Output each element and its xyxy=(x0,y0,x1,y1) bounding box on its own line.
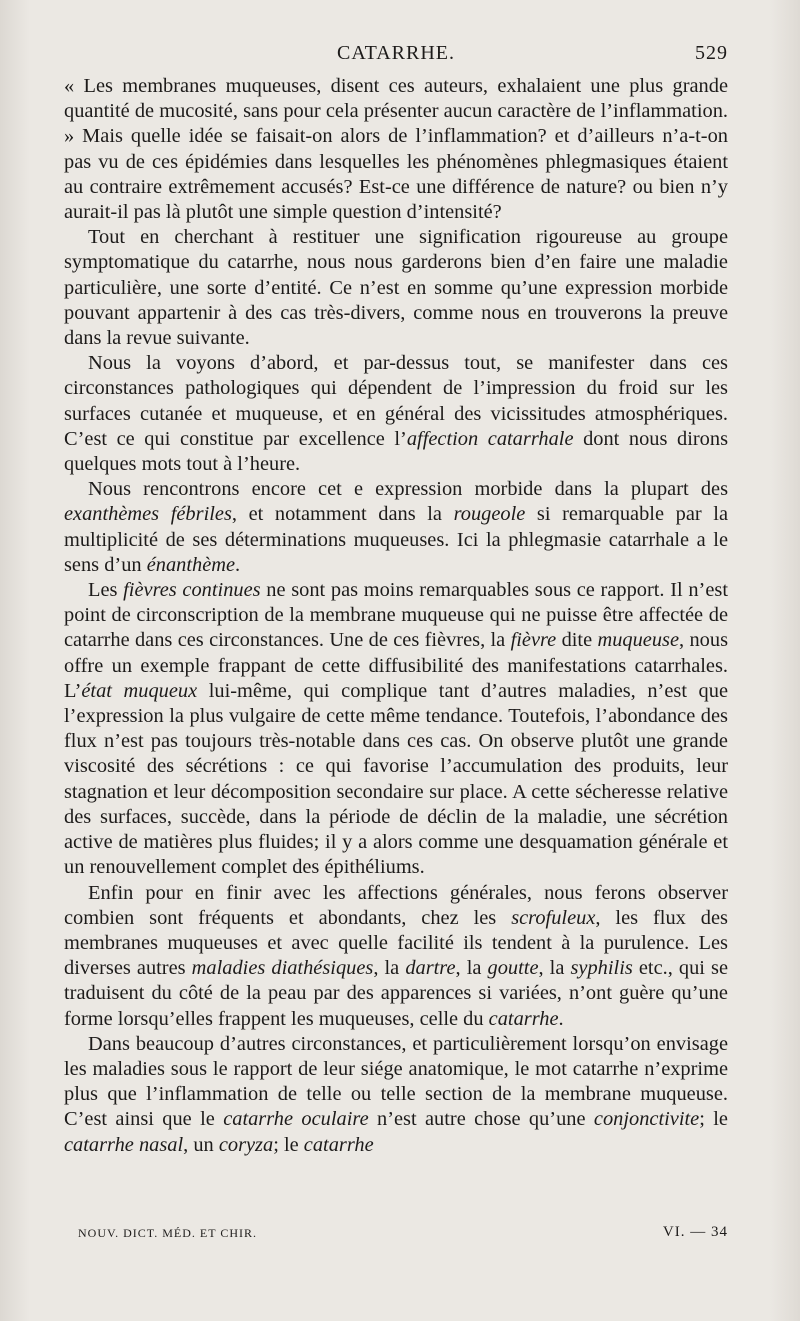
text-run: . xyxy=(235,553,241,576)
text-run: si remarquable par la multiplicité de ses déterminations muqueuses. Ici la phlegmasie catarrhale a le sens d’un xyxy=(64,503,728,576)
italic-term: fièvre xyxy=(510,629,557,652)
italic-term: conjonctivite xyxy=(593,1108,700,1131)
footer-signature: NOUV. DICT. MÉD. ET CHIR. xyxy=(78,1226,258,1240)
text-run: , un xyxy=(183,1133,219,1156)
italic-term: rougeole xyxy=(453,503,526,526)
italic-term: catarrhe xyxy=(303,1133,374,1156)
text-run: Dans beaucoup d’autres circonstances, et particulièrement lorsqu’on envisage les maladies sous le rapport de leur siége anatomique, le mot catarrhe n’exprime plus que l’inflammation de telle ou telle section de la membrane muqueuse. C’est ainsi que le xyxy=(64,1032,728,1131)
italic-term: dartre xyxy=(405,957,456,980)
text-run: lui-même, qui complique tant d’autres maladies, n’est que l’expression la plus vulgaire de cette même tendance. Toutefois, l’abondance des flux n’est pas toujours très-notable dans ces cas. On observe plutôt une grande viscosité des sécrétions : ce qui favorise l’accumulation des produits, leur stagnation et leur décomposition secondaire sur place. A cette sécheresse relative des surfaces, succède, dans la période de déclin de la maladie, une sécrétion active de matières plus fluides; il y a alors comme une desquamation générale et un renouvellement complet des épithéliums. xyxy=(64,679,729,879)
paragraph xyxy=(64,225,728,351)
italic-term: fièvres continues xyxy=(123,579,261,602)
italic-term: énanthème xyxy=(146,553,236,576)
text-run: , la xyxy=(538,957,571,980)
italic-term: catarrhe xyxy=(488,1007,559,1030)
paragraph xyxy=(64,1032,728,1158)
footer-volume-sheet: VI. — 34 xyxy=(662,1224,728,1240)
text-run: ne sont pas moins remarquables sous ce rapport. Il n’est point de circonscription de la membrane muqueuse qui ne puisse être affectée de catarrhe dans ces circonstances. Une de ces fièvres, la xyxy=(64,579,728,652)
italic-term: coryza xyxy=(218,1133,274,1156)
text-run: « Les membranes muqueuses, disent ces auteurs, exhalaient une plus grande quantité de mucosité, sans pour cela présenter aucun caractère de l’inflammation. » Mais quelle idée se faisait-on alors de l’inflammation? et d’ailleurs n’a-t-on pas vu de ces épidémies dans lesquelles les phénomènes phlegmasiques étaient au contraire extrêmement accusés? Est-ce une différence de nature? ou bien n’y aurait-il pas là plutôt une simple question d’intensité? xyxy=(64,75,728,224)
italic-term: maladies diathésiques xyxy=(191,957,374,980)
text-run: , la xyxy=(455,957,488,980)
text-run: Tout en cherchant à restituer une signification rigoureuse au groupe symptomatique du catarrhe, nous nous garderons bien d’en faire une maladie particulière, une sorte d’entité. Ce n’est en somme qu’une expression morbide pouvant appartenir à des cas très-divers, comme nous en trouverons la preuve dans la revue suivante. xyxy=(64,226,728,350)
italic-term: syphilis xyxy=(570,957,633,980)
paragraph xyxy=(64,881,728,1032)
text-run: dite xyxy=(556,629,598,652)
text-run: . xyxy=(558,1007,564,1030)
text-run: ; le xyxy=(699,1108,728,1131)
italic-term: affection catarrhale xyxy=(406,427,574,450)
running-header xyxy=(64,42,728,72)
italic-term: état muqueux xyxy=(81,679,198,702)
body-text xyxy=(64,74,728,1158)
text-run: Enfin pour en finir avec les affections générales, nous ferons observer combien sont fréquents et abondants, chez les xyxy=(64,881,728,929)
italic-term: goutte xyxy=(487,957,539,980)
italic-term: muqueuse xyxy=(597,629,680,652)
text-run: Les xyxy=(88,579,124,602)
text-run: , les flux des membranes muqueuses et avec quelle facilité ils tendent à la purulence. Les diverses autres xyxy=(64,906,728,980)
page-footer xyxy=(78,1226,728,1246)
paragraph xyxy=(64,477,728,578)
text-run: , la xyxy=(373,957,406,980)
text-run: Nous la voyons d’abord, et par-dessus tout, se manifester dans ces circonstances pathologiques qui dépendent de l’impression du froid sur les surfaces cutanée et muqueuse, et en général des vicissitudes atmosphériques. C’est ce qui constitue par excellence l’ xyxy=(64,352,728,450)
paragraph xyxy=(64,578,728,880)
text-run: , et notamment dans la xyxy=(231,503,454,526)
text-run: dont nous dirons quelques mots tout à l’heure. xyxy=(64,427,728,476)
text-run: n’est autre chose qu’une xyxy=(368,1108,594,1131)
italic-term: catarrhe oculaire xyxy=(223,1108,369,1131)
paragraph xyxy=(64,351,728,477)
text-run: , nous offre un exemple frappant de cette diffusibilité des manifestations catarrhales. L’ xyxy=(64,629,729,702)
text-run: etc., qui se traduisent du côté de la peau par des apparences si variées, n’ont guère qu’une forme lorsqu’elles frappent les muqueuses, celle du xyxy=(64,957,729,1030)
italic-term: exanthèmes fébriles xyxy=(64,503,232,526)
paragraph xyxy=(64,74,728,225)
text-run: ; le xyxy=(273,1133,304,1156)
running-title: CATARRHE. xyxy=(337,42,455,64)
italic-term: catarrhe nasal xyxy=(64,1133,184,1156)
italic-term: scrofuleux xyxy=(511,906,596,929)
text-run: Nous rencontrons encore cet e expression morbide dans la plupart des xyxy=(88,478,728,501)
page-number: 529 xyxy=(695,42,728,64)
